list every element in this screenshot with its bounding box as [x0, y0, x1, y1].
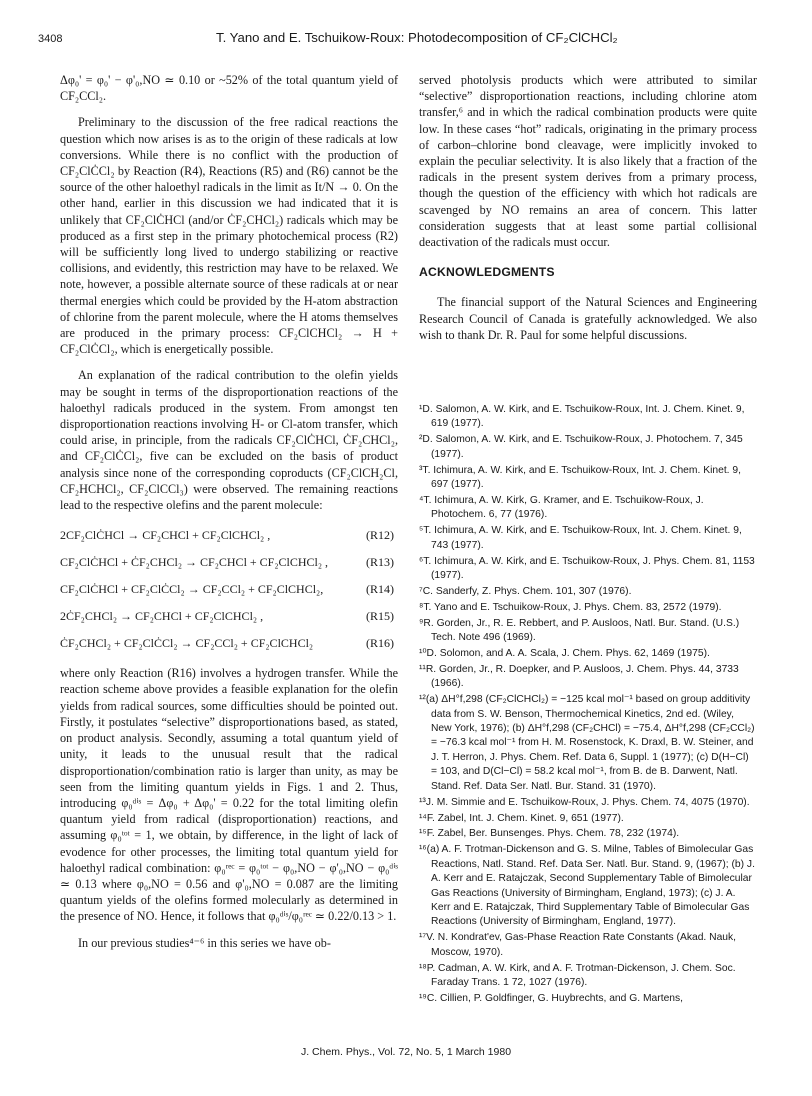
- acknowledgments-heading: ACKNOWLEDGMENTS: [419, 265, 555, 280]
- reference-item: ⁹R. Gorden, Jr., R. E. Rebbert, and P. Ausloos, Natl. Bur. Stand. (U.S.) Tech. Note 496 (1969).: [419, 617, 740, 644]
- equation-r13: [60, 549, 398, 576]
- reference-item: ¹⁴F. Zabel, Int. J. Chem. Kinet. 9, 651 (1977).: [419, 812, 624, 824]
- equation-label: (R12): [366, 528, 394, 543]
- reference-item: ¹³J. M. Simmie and E. Tschuikow-Roux, J. Phys. Chem. 74, 4075 (1970).: [419, 796, 750, 808]
- equation-expression: CF₂ClĊHCl + ĊF₂CHCl₂ → CF₂CHCl + CF₂ClCHCl₂ ,: [60, 555, 329, 570]
- equation-label: (R13): [366, 555, 394, 570]
- equation-label: (R14): [366, 582, 394, 597]
- equation-expression: CF₂ClĊHCl + CF₂ClĊCl₂ → CF₂CCl₂ + CF₂ClCHCl₂,: [60, 582, 324, 597]
- page-header: [38, 30, 772, 52]
- paragraph-disproportionation: An explanation of the radical contribution to the olefin yields may be sought in terms of the disproportionation reactions of the haloethyl radicals produced in the system. From amongst ten disproportionation reactions involving H- or Cl-atom transfer, which could arise, in principle, from the radicals CF₂ClĊHCl, ĊF₂CHCl₂, and CF₂ClĊCl₂, five can be excluded on the basis of product analysis since none of the corresponding coproducts (CF₂ClCH₂Cl, CF₂HCHCl₂, CF₂ClCCl₃) were observed. The remaining reactions lead to the respective olefins and the parent molecule:: [60, 368, 398, 513]
- journal-footer: J. Chem. Phys., Vol. 72, No. 5, 1 March 1980: [300, 1046, 512, 1058]
- reference-item: ¹D. Salomon, A. W. Kirk, and E. Tschuikow-Roux, Int. J. Chem. Kinet. 9, 619 (1977).: [419, 404, 745, 430]
- reference-item: ²D. Salomon, A. W. Kirk, and E. Tschuikow-Roux, J. Photochem. 7, 345 (1977).: [419, 434, 743, 460]
- running-title: T. Yano and E. Tschuikow-Roux: Photodecomposition of CF₂ClCHCl₂: [216, 30, 618, 45]
- reference-item: ⁶T. Ichimura, A. W. Kirk, and E. Tschuikow-Roux, J. Phys. Chem. 81, 1153 (1977).: [419, 555, 755, 582]
- paragraph-previous-studies: In our previous studies⁴⁻⁶ in this series we have ob-: [78, 935, 331, 950]
- reference-item: ¹⁹C. Cillien, P. Goldfinger, G. Huybrechts, and G. Martens,: [419, 992, 684, 1004]
- reference-item: ⁷C. Sanderfy, Z. Phys. Chem. 101, 307 (1976).: [419, 585, 632, 597]
- equation-label: (R15): [366, 609, 394, 624]
- paragraph-quantum-yield: Δφ₀' = φ₀' − φ'₀,NO ≃ 0.10 or ~52% of the total quantum yield of CF₂CCl₂.: [60, 73, 398, 104]
- page-number: 3408: [38, 33, 63, 45]
- reference-item: ⁵T. Ichimura, A. W. Kirk, and E. Tschuikow-Roux, Int. J. Chem. Kinet. 9, 743 (1977).: [419, 525, 742, 551]
- reference-item: ⁴T. Ichimura, A. W. Kirk, G. Kramer, and E. Tschuikow-Roux, J. Photochem. 6, 77 (1976).: [419, 494, 704, 521]
- equation-expression: 2ĊF₂CHCl₂ → CF₂CHCl + CF₂ClCHCl₂ ,: [60, 609, 264, 624]
- reference-item: ¹¹R. Gorden, Jr., R. Doepker, and P. Ausloos, J. Chem. Phys. 44, 3733 (1966).: [419, 663, 739, 690]
- equation-r16: [60, 630, 398, 657]
- reference-item: ³T. Ichimura, A. W. Kirk, and E. Tschuikow-Roux, Int. J. Chem. Kinet. 9, 697 (1977).: [419, 464, 741, 491]
- reference-item: ¹⁶(a) A. F. Trotman-Dickenson and G. S. Milne, Tables of Bimolecular Gas Reactions, Natl. Stand. Ref. Data Ser. Natl. Bur. Stand. 9, (1967); (b) J. A. Kerr and E. Ratajczak, Second Supplementary Table of Bimolecular Gas Reactions (University of Birmingham, England, 1973); (c) J. A. Kerr and E. Ratajczak, Third Supplementary Table of Bimolecular Gas Reactions (University of Birmingham, England, 1977).: [419, 844, 755, 928]
- equation-r14: [60, 576, 398, 603]
- reaction-equations: [60, 522, 398, 657]
- equation-expression: ĊF₂CHCl₂ + CF₂ClĊCl₂ → CF₂CCl₂ + CF₂ClCHCl₂: [60, 636, 314, 651]
- paragraph-photolysis-products: served photolysis products which were attributed to similar “selective” disproportionation reactions, including chlorine atom transfer,⁶ and in which the radical combination products were quite low. In these cases “hot” radicals, originating in the primary process of carbon–chlorine bond cleavage, were implicitly invoked to explain the peculiar selectivity. It is also likely that a fraction of the radicals in the present system derives from a primary process, though the question of the efficiency with which hot radicals are scavenged by NO remains an area of concern. This latter consideration suggests that at least some partial collisional deactivation of the radicals must occur.: [419, 73, 757, 250]
- reference-item: ⁸T. Yano and E. Tschuikow-Roux, J. Phys. Chem. 83, 2572 (1979).: [419, 601, 722, 613]
- paragraph-reaction-scheme: where only Reaction (R16) involves a hydrogen transfer. While the reaction scheme above provides a feasible explanation for the olefin yields from radical sources, some difficulties should be pointed out. Firstly, it postulates “selective” disproportionations based, as stated, on product analysis. Secondly, assuming a total quantum yield of unity, it leads to the unusual result that the radical disproportionation/combination ratio is larger than unity, as may be seen from the limiting quantum yields in Figs. 1 and 2. Thus, introducing φ₀ᵈⁱˢ = Δφ₀ + Δφ₀' = 0.22 for the total limiting olefin quantum yield from radical (disproportionation) reactions, and assuming φ₀ᵗᵒᵗ = 1, we obtain, by difference, in the light of lack of evodence for other processes, the limiting total quantum yield for haloethyl radical combination: φ₀ʳᵉᶜ = φ₀ᵗᵒᵗ − φ₀,NO − φ'₀,NO − φ₀ᵈⁱˢ ≃ 0.13 where φ₀,NO = 0.56 and φ'₀,NO = 0.087 are the limiting quantum yields of the olefins formed molecularly as determined in the presence of NO. Hence, it follows that φ₀ᵈⁱˢ/φ₀ʳᵉᶜ ≃ 0.22/0.13 > 1.: [60, 666, 398, 924]
- left-column: [60, 72, 398, 951]
- acknowledgments-text: The financial support of the Natural Sciences and Engineering Research Council of Canada is gratefully acknowledged. We also wish to thank Dr. R. Paul for some helpful discussions.: [419, 295, 757, 342]
- reference-item: ¹²(a) ΔH°f,298 (CF₂ClCHCl₂) = −125 kcal mol⁻¹ based on group additivity data from S. W. Benson, Thermochemical Kinetics, 2nd ed. (Wiley, New York, 1976); (b) ΔH°f,298 (CF₂CHCl) = −75.4, ΔH°f,298 (CF₂CCl₂) = −76.3 kcal mol⁻¹ from H. M. Rosenstock, K. Draxl, B. W. Steiner, and J. T. Herron, J. Phys. Chem. Ref. Data 6, Suppl. 1 (1977); (c) D(H−Cl) = 103, and D(Cl−Cl) = 58.2 kcal mol⁻¹, from B. de B. Darwent, Natl. Stand. Ref. Data Ser. Natl. Bur. Stand. 31 (1970).: [419, 694, 755, 792]
- references-list: [419, 403, 757, 1006]
- reference-item: ¹⁵F. Zabel, Ber. Bunsenges. Phys. Chem. 78, 232 (1974).: [419, 828, 680, 840]
- equation-r15: [60, 603, 398, 630]
- reference-item: ¹⁷V. N. Kondrat'ev, Gas-Phase Reaction Rate Constants (Akad. Nauk, Moscow, 1970).: [419, 932, 737, 958]
- reference-item: ¹⁰D. Solomon, and A. A. Scala, J. Chem. Phys. 62, 1469 (1975).: [419, 648, 710, 660]
- reference-item: ¹⁸P. Cadman, A. W. Kirk, and A. F. Trotman-Dickenson, J. Chem. Soc. Faraday Trans. 1 72, 1027 (1976).: [419, 962, 736, 988]
- equation-r12: [60, 522, 398, 549]
- paragraph-radical-origin: Preliminary to the discussion of the free radical reactions the question which now arises is as to the origin of these radicals at low conversions. While there is no conflict with the production of CF₂ClĊCl₂ by Reaction (R4), Reactions (R5) and (R6) cannot be the source of the other haloethyl radicals in the limit as It/N → 0. On the other hand, earlier in this discussion we had indicated that it is unlikely that CF₂ClĊHCl (and/or ĊF₂CHCl₂) radicals which may be produced as a first step in the primary photochemical process (R2) will be sufficiently long lived to undergo stabilizing or reactive collisions, and evidently, this restriction may have to be relaxed. We note, however, a possible alternate source of these radicals at or near thermal energies which could be provided by the H-atom abstraction of chlorine from the parent molecule, where the H atoms themselves are produced in the primary process: CF₂ClCHCl₂ → H + CF₂ClĊCl₂, which is energetically possible.: [60, 115, 398, 357]
- right-column: [419, 72, 757, 1008]
- equation-expression: 2CF₂ClĊHCl → CF₂CHCl + CF₂ClCHCl₂ ,: [60, 528, 271, 543]
- equation-label: (R16): [366, 636, 394, 651]
